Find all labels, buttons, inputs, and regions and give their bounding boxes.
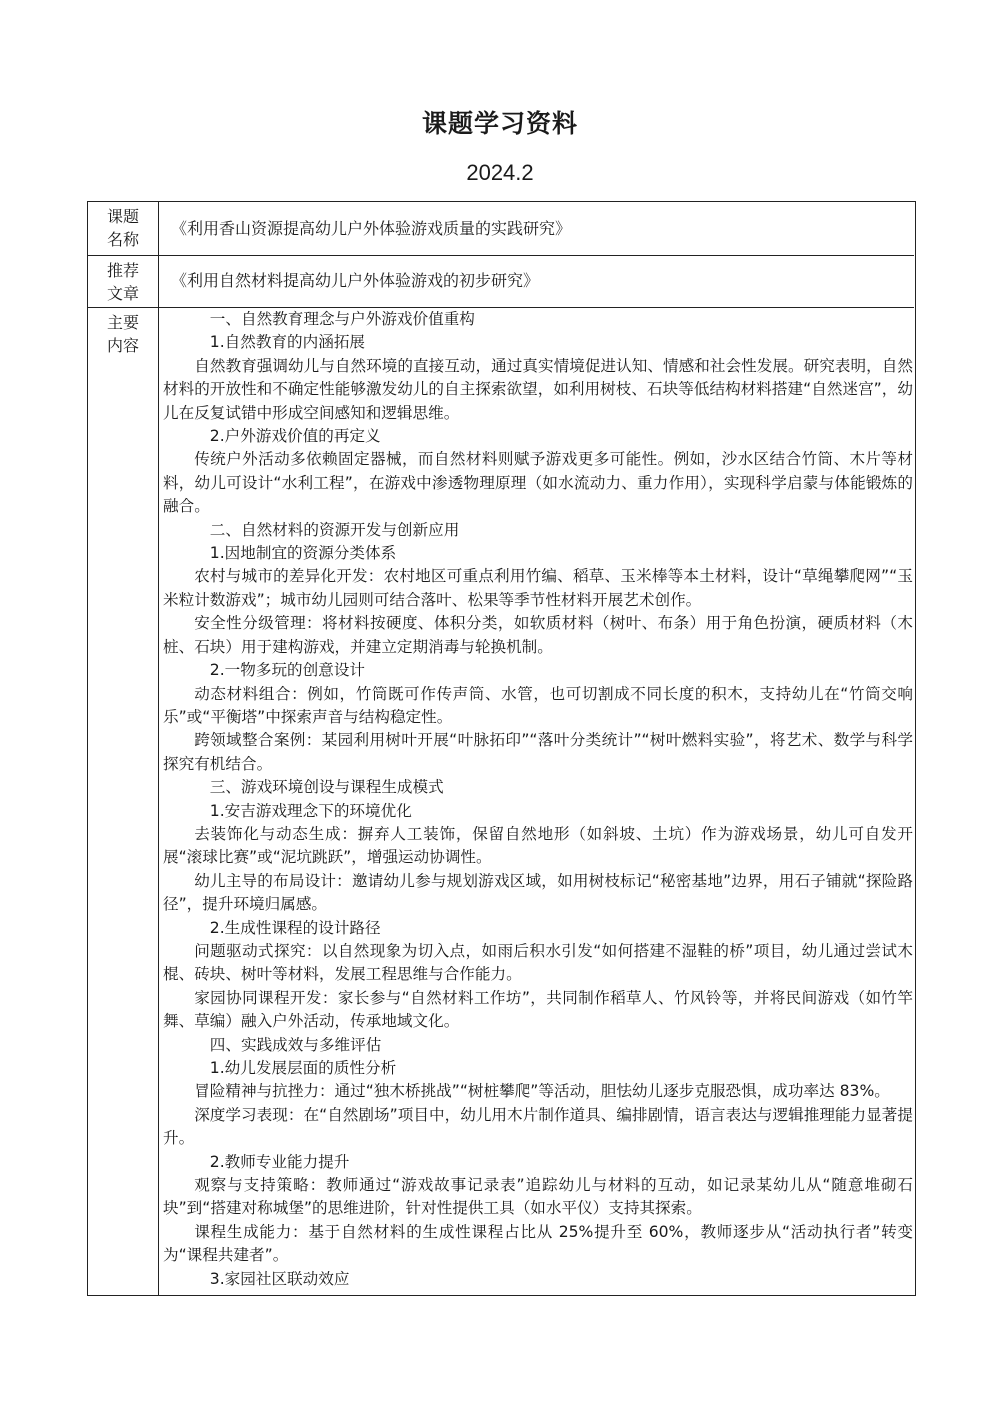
content-paragraph: 自然教育强调幼儿与自然环境的直接互动，通过真实情境促进认知、情感和社会性发展。研究表明，自然材料的开放性和不确定性能够激发幼儿的自主探索欲望，如利用树枝、石块等低结构材料搭建“自然迷宫”，幼儿在反复试错中形成空间感知和逻辑思维。: [163, 356, 913, 422]
subsection-heading: 1.自然教育的内涵拓展: [209, 333, 366, 352]
subsection-heading: 3.家园社区联动效应: [209, 1269, 350, 1288]
info-table: [87, 201, 916, 1296]
content-paragraph: 问题驱动式探究：以自然现象为切入点，如雨后积水引发“如何搭建不湿鞋的桥”项目，幼儿通过尝试木棍、砖块、树叶等材料，发展工程思维与合作能力。: [163, 941, 913, 984]
content-paragraph: 深度学习表现：在“自然剧场”项目中，幼儿用木片制作道具、编排剧情，语言表达与逻辑推理能力显著提升。: [163, 1105, 913, 1148]
topic-label: [88, 205, 158, 251]
content-paragraph: 冒险精神与抗挫力：通过“独木桥挑战”“树桩攀爬”等活动，胆怯幼儿逐步克服恐惧，成功率达 83%。: [194, 1082, 890, 1101]
table-row-content: [88, 308, 914, 1295]
content-paragraph: 去装饰化与动态生成：摒弃人工装饰，保留自然地形（如斜坡、土坑）作为游戏场景，幼儿可自发开展“滚球比赛”或“泥坑跳跃”，增强运动协调性。: [163, 824, 913, 867]
topic-label-line-1: 课题: [106, 207, 139, 226]
section-heading: 三、游戏环境创设与课程生成模式: [209, 778, 444, 797]
content-label: [88, 311, 158, 357]
content-paragraph: 跨领域整合案例：某园利用树叶开展“叶脉拓印”“落叶分类统计”“树叶燃料实验”，将艺术、数学与科学探究有机结合。: [163, 731, 913, 773]
content-paragraph: 观察与支持策略：教师通过“游戏故事记录表”追踪幼儿与材料的互动，如记录某幼儿从“随意堆砌石块”到“搭建对称城堡”的思维进阶，针对性提供工具（如水平仪）支持其探索。: [163, 1176, 913, 1218]
table-row-topic: [88, 202, 914, 256]
subsection-heading: 2.教师专业能力提升: [209, 1152, 350, 1171]
content-paragraph: 课程生成能力：基于自然材料的生成性课程占比从 25%提升至 60%，教师逐步从“活动执行者”转变为“课程共建者”。: [163, 1222, 913, 1265]
content-paragraph: 动态材料组合：例如，竹筒既可作传声筒、水管，也可切割成不同长度的积木，支持幼儿在“竹筒交响乐”或“平衡塔”中探索声音与结构稳定性。: [163, 684, 913, 726]
topic-value: 《利用香山资源提高幼儿户外体验游戏质量的实践研究》: [171, 219, 572, 238]
subsection-heading: 2.一物多玩的创意设计: [209, 661, 366, 680]
content-paragraph: 幼儿主导的布局设计：邀请幼儿参与规划游戏区域，如用树枝标记“秘密基地”边界，用石子铺就“探险路径”，提升环境归属感。: [163, 871, 913, 914]
content-paragraph: 传统户外活动多依赖固定器械，而自然材料则赋予游戏更多可能性。例如，沙水区结合竹筒、木片等材料，幼儿可设计“水利工程”，在游戏中渗透物理原理（如水流动力、重力作用），实现科学启蒙与体能锻炼的融合。: [163, 450, 913, 516]
subsection-heading: 2.户外游戏价值的再定义: [209, 427, 381, 446]
subsection-heading: 1.因地制宜的资源分类体系: [209, 544, 397, 563]
section-heading: 一、自然教育理念与户外游戏价值重构: [209, 310, 475, 328]
content-body: [163, 308, 913, 1291]
subsection-heading: 2.生成性课程的设计路径: [209, 918, 381, 937]
content-label-line-1: 主要: [106, 313, 139, 332]
content-paragraph: 安全性分级管理：将材料按硬度、体积分类，如软质材料（树叶、布条）用于角色扮演，硬质材料（木桩、石块）用于建构游戏，并建立定期消毒与轮换机制。: [163, 614, 913, 656]
content-paragraph: 家园协同课程开发：家长参与“自然材料工作坊”，共同制作稻草人、竹风铃等，并将民间游戏（如竹竿舞、草编）融入户外活动，传承地域文化。: [163, 988, 913, 1031]
document-date: 2024.2: [466, 160, 534, 185]
content-label-line-2: 内容: [106, 336, 139, 355]
section-heading: 四、实践成效与多维评估: [209, 1035, 382, 1054]
section-heading: 二、自然材料的资源开发与创新应用: [209, 520, 460, 539]
document-title: 课题学习资料: [421, 109, 578, 138]
article-value: 《利用自然材料提高幼儿户外体验游戏的初步研究》: [171, 271, 540, 290]
article-label-line-1: 推荐: [106, 261, 139, 280]
article-label-line-2: 文章: [106, 284, 139, 303]
topic-label-line-2: 名称: [106, 230, 139, 249]
content-paragraph: 农村与城市的差异化开发：农村地区可重点利用竹编、稻草、玉米棒等本土材料，设计“草绳攀爬网”“玉米粒计数游戏”；城市幼儿园则可结合落叶、松果等季节性材料开展艺术创作。: [163, 567, 913, 609]
article-label: [88, 259, 158, 305]
table-row-article: [88, 256, 914, 308]
subsection-heading: 1.幼儿发展层面的质性分析: [209, 1059, 397, 1077]
subsection-heading: 1.安吉游戏理念下的环境优化: [209, 801, 412, 820]
